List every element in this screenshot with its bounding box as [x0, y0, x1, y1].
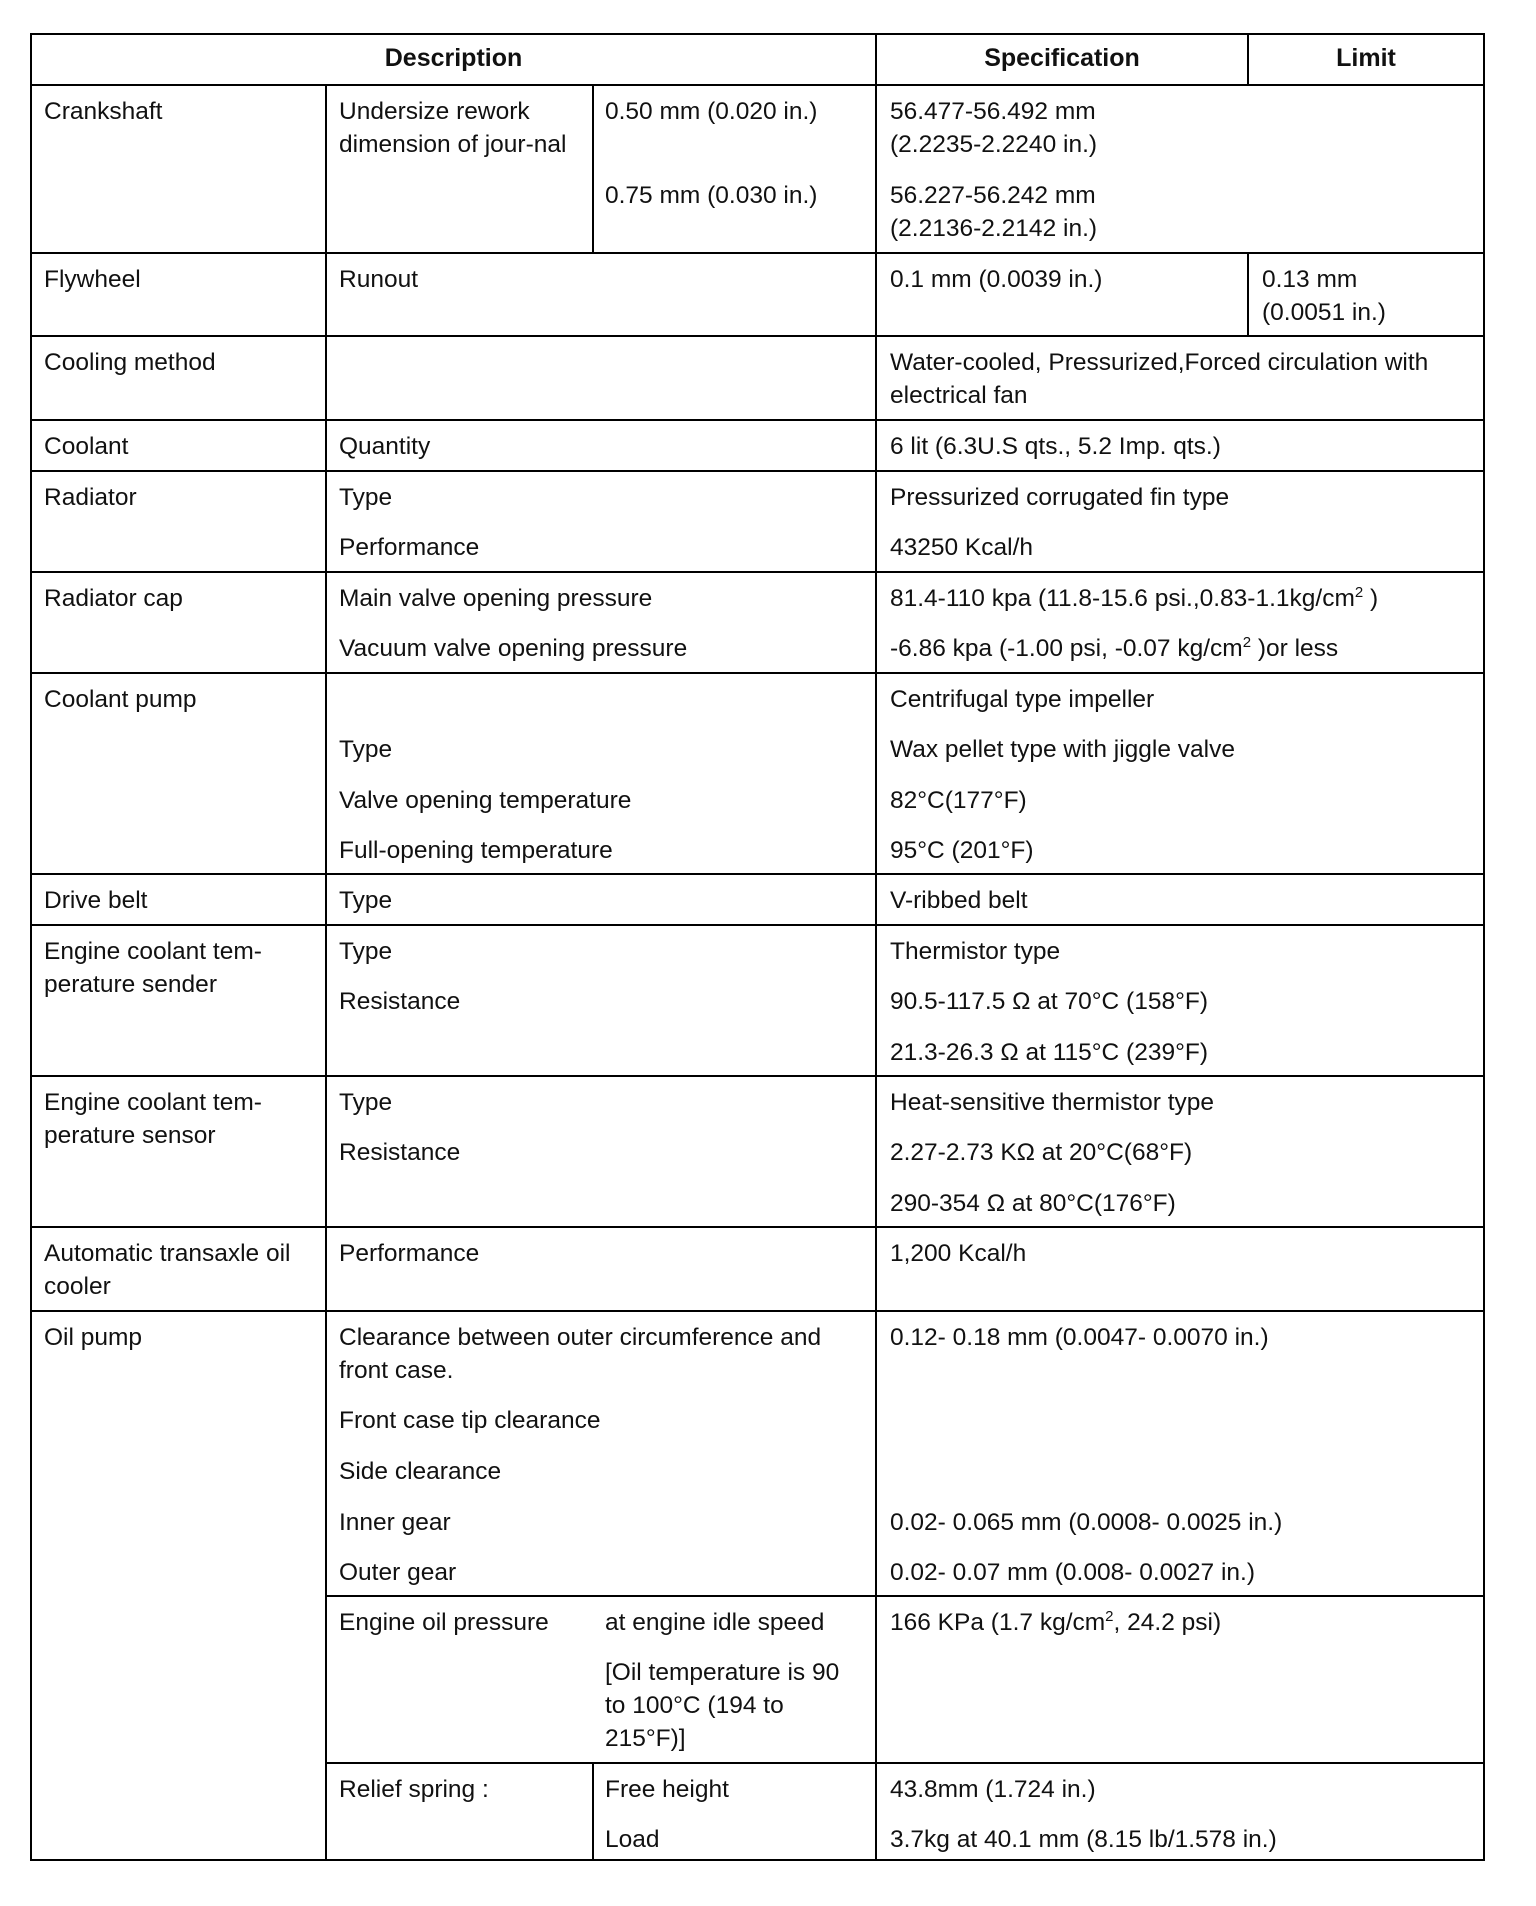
- column-divider-item: [325, 85, 327, 1861]
- radiator-spec-2: 43250 Kcal/h: [890, 534, 1034, 561]
- coolant-sub: Quantity: [339, 433, 431, 460]
- item-cooling-method: Cooling method: [44, 349, 216, 376]
- crankshaft-size-1: 0.50 mm (0.020 in.): [605, 98, 818, 125]
- radiator-cap-spec-2-tail: )or less: [1251, 635, 1339, 662]
- spec-table: [30, 33, 1485, 1861]
- row-divider: [30, 1310, 1485, 1312]
- coolant-pump-spec-3: 95°C (201°F): [890, 837, 1034, 864]
- relief-spring-label: Relief spring :: [339, 1776, 489, 1803]
- item-oil-pump: Oil pump: [44, 1324, 143, 1351]
- radiator-cap-sub-2: Vacuum valve opening pressure: [339, 635, 688, 662]
- oil-cooler-spec: 1,200 Kcal/h: [890, 1240, 1027, 1267]
- header-limit: Limit: [1336, 44, 1396, 72]
- row-divider: [30, 924, 1485, 926]
- row-divider-inner: [325, 1762, 1485, 1764]
- oil-pump-spec-5: 0.02- 0.07 mm (0.008- 0.0027 in.): [890, 1559, 1255, 1586]
- relief-spring-spec-2: 3.7kg at 40.1 mm (8.15 lb/1.578 in.): [890, 1826, 1277, 1853]
- item-crankshaft: Crankshaft: [44, 98, 163, 125]
- oil-pump-sub-5: Outer gear: [339, 1559, 457, 1586]
- column-divider-sub-crankshaft: [592, 85, 594, 253]
- item-temp-sender: Engine coolant tem-perature sender: [44, 938, 262, 998]
- relief-spring-spec-1: 43.8mm (1.724 in.): [890, 1776, 1096, 1803]
- flywheel-sub: Runout: [339, 266, 419, 293]
- item-radiator-cap: Radiator cap: [44, 585, 183, 612]
- oil-cooler-sub: Performance: [339, 1240, 480, 1267]
- table-border-bottom: [30, 1859, 1485, 1861]
- row-divider: [30, 1226, 1485, 1228]
- row-divider: [30, 84, 1485, 86]
- temp-sender-sub-2: Resistance: [339, 988, 461, 1015]
- temp-sender-sub-1: Type: [339, 938, 393, 965]
- row-divider: [30, 335, 1485, 337]
- radiator-cap-spec-1-text: 81.4-110 kpa (11.8-15.6 psi.,0.83-1.1kg/cm: [890, 585, 1355, 612]
- drive-belt-sub: Type: [339, 887, 393, 914]
- superscript: 2: [1354, 584, 1364, 601]
- column-divider-sub-relief: [592, 1762, 594, 1860]
- oil-pressure-spec-text: 166 KPa (1.7 kg/cm: [890, 1609, 1106, 1636]
- item-temp-sensor: Engine coolant tem-perature sensor: [44, 1089, 262, 1149]
- table-border-top: [30, 33, 1485, 35]
- relief-spring-sub-2: Load: [605, 1826, 660, 1853]
- row-divider: [30, 1075, 1485, 1077]
- oil-pressure-note: [Oil temperature is 90 to 100°C (194 to 215°F)]: [605, 1659, 840, 1752]
- radiator-cap-spec-1-tail: ): [1363, 585, 1379, 612]
- oil-pump-spec-1: 0.12- 0.18 mm (0.0047- 0.0070 in.): [890, 1324, 1269, 1351]
- temp-sensor-sub-1: Type: [339, 1089, 393, 1116]
- coolant-pump-spec-0: Centrifugal type impeller: [890, 686, 1155, 713]
- row-divider: [30, 252, 1485, 254]
- item-oil-cooler: Automatic transaxle oil cooler: [44, 1240, 291, 1300]
- relief-spring-sub-1: Free height: [605, 1776, 729, 1803]
- row-divider: [30, 470, 1485, 472]
- item-coolant: Coolant: [44, 433, 129, 460]
- radiator-spec-1: Pressurized corrugated fin type: [890, 484, 1230, 511]
- header-description: Description: [384, 44, 523, 72]
- oil-pressure-label: Engine oil pressure: [339, 1609, 549, 1636]
- temp-sender-spec-1: Thermistor type: [890, 938, 1061, 965]
- coolant-pump-sub-1: Type: [339, 736, 393, 763]
- superscript: 2: [1242, 634, 1252, 651]
- radiator-cap-spec-2-text: -6.86 kpa (-1.00 psi, -0.07 kg/cm: [890, 635, 1243, 662]
- header-specification: Specification: [984, 44, 1140, 72]
- radiator-sub-1: Type: [339, 484, 393, 511]
- item-flywheel: Flywheel: [44, 266, 141, 293]
- temp-sensor-spec-3: 290-354 Ω at 80°C(176°F): [890, 1190, 1176, 1217]
- flywheel-spec: 0.1 mm (0.0039 in.): [890, 266, 1103, 293]
- item-radiator: Radiator: [44, 484, 137, 511]
- radiator-cap-sub-1: Main valve opening pressure: [339, 585, 653, 612]
- radiator-cap-spec-2: [890, 632, 1338, 665]
- temp-sensor-spec-1: Heat-sensitive thermistor type: [890, 1089, 1215, 1116]
- item-coolant-pump: Coolant pump: [44, 686, 197, 713]
- coolant-pump-sub-3: Full-opening temperature: [339, 837, 613, 864]
- radiator-sub-2: Performance: [339, 534, 480, 561]
- temp-sender-spec-2: 90.5-117.5 Ω at 70°C (158°F): [890, 988, 1209, 1015]
- coolant-pump-sub-2: Valve opening temperature: [339, 787, 632, 814]
- table-border-right: [1483, 33, 1485, 1861]
- coolant-spec: 6 lit (6.3U.S qts., 5.2 Imp. qts.): [890, 433, 1221, 460]
- oil-pump-sub-4: Inner gear: [339, 1509, 451, 1536]
- superscript: 2: [1105, 1608, 1114, 1625]
- oil-pump-sub-1: Clearance between outer circumference and front case.: [339, 1324, 822, 1384]
- coolant-pump-spec-1: Wax pellet type with jiggle valve: [890, 736, 1235, 763]
- table-border-left: [30, 33, 32, 1861]
- row-divider: [30, 419, 1485, 421]
- cooling-method-spec: Water-cooled, Pressurized,Forced circulation with electrical fan: [890, 349, 1429, 409]
- oil-pressure-condition: at engine idle speed: [605, 1609, 825, 1636]
- oil-pump-sub-2: Front case tip clearance: [339, 1407, 601, 1434]
- flywheel-limit: 0.13 mm (0.0051 in.): [1262, 266, 1386, 326]
- row-divider: [30, 672, 1485, 674]
- drive-belt-spec: V-ribbed belt: [890, 887, 1028, 914]
- row-divider: [30, 873, 1485, 875]
- oil-pressure-spec: [890, 1606, 1221, 1639]
- coolant-pump-spec-2: 82°C(177°F): [890, 787, 1027, 814]
- oil-pump-spec-4: 0.02- 0.065 mm (0.0008- 0.0025 in.): [890, 1509, 1283, 1536]
- crankshaft-spec-1: 56.477-56.492 mm (2.2235-2.2240 in.): [890, 98, 1098, 158]
- column-divider-description: [875, 33, 877, 1861]
- temp-sensor-sub-2: Resistance: [339, 1139, 461, 1166]
- crankshaft-spec-2: 56.227-56.242 mm (2.2136-2.2142 in.): [890, 182, 1098, 242]
- crankshaft-sub: Undersize rework dimension of jour-nal: [339, 98, 567, 158]
- oil-pressure-spec-tail: , 24.2 psi): [1113, 1609, 1222, 1636]
- row-divider: [30, 571, 1485, 573]
- row-divider-inner: [325, 1595, 1485, 1597]
- oil-pump-sub-3: Side clearance: [339, 1458, 502, 1485]
- item-drive-belt: Drive belt: [44, 887, 148, 914]
- column-divider-limit-flywheel: [1247, 252, 1249, 336]
- radiator-cap-spec-1: [890, 582, 1378, 615]
- crankshaft-size-2: 0.75 mm (0.030 in.): [605, 182, 818, 209]
- temp-sender-spec-3: 21.3-26.3 Ω at 115°C (239°F): [890, 1039, 1209, 1066]
- temp-sensor-spec-2: 2.27-2.73 KΩ at 20°C(68°F): [890, 1139, 1193, 1166]
